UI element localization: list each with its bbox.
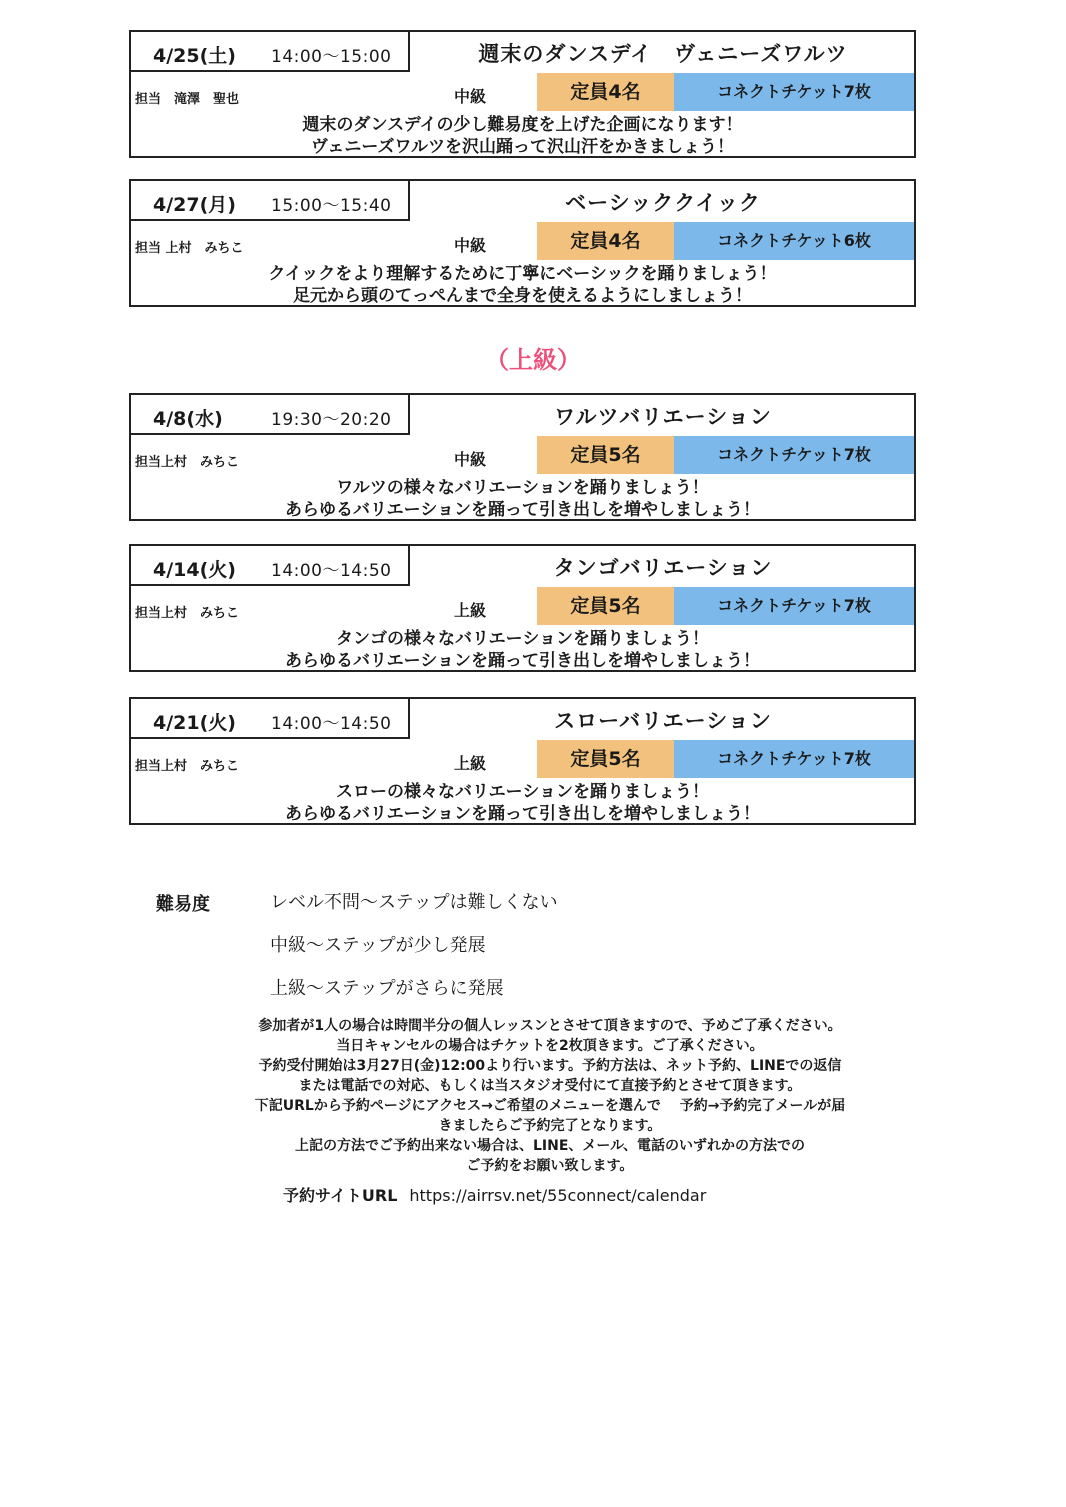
lesson-title: ベーシッククイック	[565, 191, 761, 215]
lesson-instructor: 担当上村 みちこ	[135, 455, 240, 470]
description-line: ワルツの様々なバリエーションを踊りましょう！	[336, 478, 709, 498]
description-line: タンゴの様々なバリエーションを踊りましょう！	[336, 629, 709, 649]
note-line: または電話での対応、もしくは当スタジオ受付にて直接予約とさせて頂きます。	[298, 1078, 802, 1094]
lesson-card	[129, 544, 916, 672]
lesson-card	[129, 179, 916, 307]
lesson-title: スローバリエーション	[554, 709, 772, 733]
lesson-instructor: 担当上村 みちこ	[135, 606, 240, 621]
note-line: きましたらご予約完了となります。	[438, 1118, 662, 1134]
lesson-capacity: 定員5名	[537, 587, 674, 625]
lesson-level: 中級	[454, 236, 487, 255]
lesson-time: 14:00～14:50	[271, 561, 392, 581]
difficulty-line: 中級～ステップが少し発展	[270, 935, 486, 956]
lesson-date: 4/27(月)	[153, 194, 236, 216]
description-line: 週末のダンスデイの少し難易度を上げた企画になります！	[302, 115, 743, 135]
lesson-instructor: 担当 上村 みちこ	[135, 241, 244, 256]
lesson-date: 4/8(水)	[153, 408, 223, 430]
lesson-description	[131, 114, 914, 158]
date-time-box	[129, 179, 410, 221]
note-line: 下記URLから予約ページにアクセス→ご希望のメニューを選んで 予約→予約完了メールが届	[254, 1098, 846, 1114]
lesson-date: 4/14(火)	[153, 559, 236, 581]
note-line: 当日キャンセルの場合はチケットを2枚頂きます。ご了承ください。	[336, 1038, 764, 1054]
lesson-ticket: コネクトチケット7枚	[674, 740, 914, 778]
description-line: クイックをより理解するために丁寧にベーシックを踊りましょう！	[268, 264, 777, 284]
note-line: 参加者が1人の場合は時間半分の個人レッスンとさせて頂きますので、予めご了承ください。	[258, 1018, 842, 1034]
lesson-level: 中級	[454, 450, 487, 469]
lesson-time: 15:00～15:40	[271, 196, 392, 216]
note-line: 予約受付開始は3月27日(金)12:00より行います。予約方法は、ネット予約、LINEでの返信	[258, 1058, 842, 1074]
lesson-card	[129, 393, 916, 521]
lesson-level: 上級	[454, 601, 487, 620]
lesson-ticket: コネクトチケット7枚	[674, 587, 914, 625]
description-line: あらゆるバリエーションを踊って引き出しを増やしましょう！	[285, 804, 760, 824]
lesson-capacity: 定員4名	[537, 222, 674, 260]
difficulty-line: 上級～ステップがさらに発展	[270, 978, 504, 999]
description-line: 足元から頭のてっぺんまで全身を使えるようにしましょう！	[293, 286, 752, 306]
difficulty-line: レベル不問～ステップは難しくない	[270, 892, 558, 913]
booking-url-link[interactable]: https://airrsv.net/55connect/calendar	[409, 1186, 707, 1205]
date-time-box	[129, 30, 410, 72]
difficulty-label: 難易度	[156, 894, 210, 915]
lesson-title: 週末のダンスデイ ヴェニーズワルツ	[478, 42, 848, 66]
lesson-capacity: 定員5名	[537, 740, 674, 778]
url-label: 予約サイトURL	[283, 1186, 398, 1205]
date-time-box	[129, 544, 410, 586]
lesson-time: 14:00～14:50	[271, 714, 392, 734]
lesson-capacity: 定員5名	[537, 436, 674, 474]
lesson-time: 19:30～20:20	[271, 410, 392, 430]
lesson-date: 4/21(火)	[153, 712, 236, 734]
date-time-box	[129, 697, 410, 739]
lesson-level: 上級	[454, 754, 487, 773]
lesson-ticket: コネクトチケット6枚	[674, 222, 914, 260]
lesson-card	[129, 30, 916, 158]
description-line: スローの様々なバリエーションを踊りましょう！	[336, 782, 709, 802]
description-line: ヴェニーズワルツを沢山踊って沢山汗をかきましょう！	[311, 137, 734, 157]
note-line: ご予約をお願い致します。	[466, 1158, 634, 1174]
booking-notes	[140, 1016, 960, 1176]
lesson-title: ワルツバリエーション	[554, 405, 772, 429]
lesson-description	[131, 628, 914, 672]
booking-url-row	[283, 1183, 706, 1206]
lesson-card	[129, 697, 916, 825]
lesson-title: タンゴバリエーション	[553, 556, 773, 580]
lesson-date: 4/25(土)	[153, 45, 236, 67]
description-line: あらゆるバリエーションを踊って引き出しを増やしましょう！	[285, 500, 760, 520]
lesson-instructor: 担当 滝澤 聖也	[135, 92, 240, 107]
description-line: あらゆるバリエーションを踊って引き出しを増やしましょう！	[285, 651, 760, 671]
lesson-time: 14:00～15:00	[271, 47, 392, 67]
lesson-description	[131, 477, 914, 521]
date-time-box	[129, 393, 410, 435]
lesson-description	[131, 263, 914, 307]
lesson-description	[131, 781, 914, 825]
lesson-ticket: コネクトチケット7枚	[674, 436, 914, 474]
section-heading-advanced: （上級）	[485, 346, 581, 374]
lesson-level: 中級	[454, 87, 487, 106]
lesson-capacity: 定員4名	[537, 73, 674, 111]
lesson-instructor: 担当上村 みちこ	[135, 759, 240, 774]
lesson-ticket: コネクトチケット7枚	[674, 73, 914, 111]
note-line: 上記の方法でご予約出来ない場合は、LINE、メール、電話のいずれかの方法での	[294, 1138, 805, 1154]
